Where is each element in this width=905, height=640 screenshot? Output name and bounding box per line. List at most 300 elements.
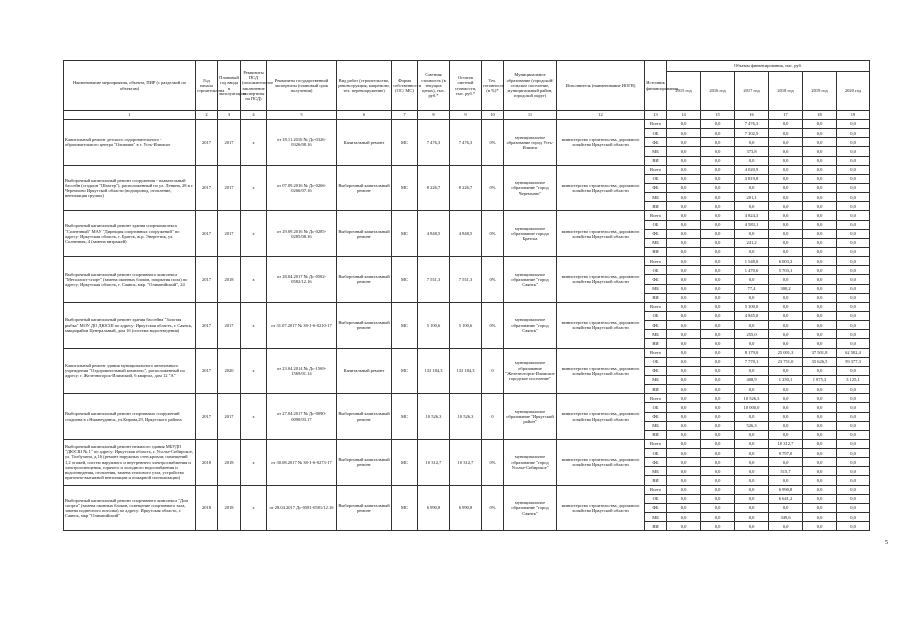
funding-value: 0,0 bbox=[667, 439, 701, 448]
psd-value: x bbox=[241, 348, 267, 394]
funding-value: 0,0 bbox=[667, 321, 701, 330]
funding-value: 0,0 bbox=[837, 257, 870, 266]
funding-value: 0,0 bbox=[701, 302, 735, 311]
psd-value: x bbox=[241, 120, 267, 166]
funding-source: ФБ bbox=[645, 458, 667, 467]
funding-value: 0,0 bbox=[735, 229, 769, 238]
funding-value: 0,0 bbox=[803, 522, 837, 531]
remaining-cost: 7 476,3 bbox=[450, 120, 482, 166]
funding-value: 0,0 bbox=[701, 403, 735, 412]
readiness: 0% bbox=[482, 439, 504, 485]
remaining-cost: 7 551,3 bbox=[450, 257, 482, 303]
funding-value: 0,0 bbox=[837, 129, 870, 138]
funding-value: 0,0 bbox=[735, 522, 769, 531]
funding-value: 0,0 bbox=[735, 439, 769, 448]
funding-value: 0,0 bbox=[701, 375, 735, 384]
psd-value: x bbox=[241, 439, 267, 485]
year-header: 2020 год bbox=[837, 72, 870, 111]
start-year: 2017 bbox=[196, 348, 218, 394]
funding-source: ОБ bbox=[645, 494, 667, 503]
funding-value: 0,0 bbox=[837, 238, 870, 247]
column-number: 17 bbox=[769, 111, 803, 120]
ownership-form: МС bbox=[392, 485, 418, 531]
funding-value: 0,0 bbox=[803, 485, 837, 494]
funding-value: 0,0 bbox=[735, 202, 769, 211]
funding-value: 3 125,1 bbox=[837, 375, 870, 384]
funding-value: 0,0 bbox=[769, 476, 803, 485]
funding-value: 0,0 bbox=[667, 275, 701, 284]
readiness: 0% bbox=[482, 485, 504, 531]
funding-value: 0,0 bbox=[735, 275, 769, 284]
expertise-details: от 29.09.2016 № Дс-0285-0285/08.16 bbox=[267, 211, 337, 257]
psd-value: x bbox=[241, 302, 267, 348]
municipality: муниципальное образование города Братска bbox=[504, 211, 557, 257]
funding-value: 0,0 bbox=[735, 183, 769, 192]
funding-value: 0,0 bbox=[701, 458, 735, 467]
funding-value: 0,0 bbox=[769, 458, 803, 467]
funding-value: 0,0 bbox=[701, 266, 735, 275]
funding-value: 0,0 bbox=[803, 220, 837, 229]
col-header-name: Наименование мероприятия, объекта, ПИР (с разделкой по объектам) bbox=[64, 61, 196, 111]
table-row bbox=[64, 165, 870, 174]
funding-value: 0,0 bbox=[803, 275, 837, 284]
funding-value: 0,0 bbox=[803, 293, 837, 302]
end-year: 2017 bbox=[218, 302, 241, 348]
funding-value: 0,0 bbox=[701, 394, 735, 403]
col-header-end-year: Плановый год ввода в эксплуатацию bbox=[218, 61, 241, 111]
readiness: 0% bbox=[482, 120, 504, 166]
funding-value: 4 020,9 bbox=[735, 165, 769, 174]
funding-value: 0,0 bbox=[837, 156, 870, 165]
funding-source: МБ bbox=[645, 513, 667, 522]
end-year: 2018 bbox=[218, 257, 241, 303]
funding-value: 0,0 bbox=[837, 147, 870, 156]
funding-value: 6 990,8 bbox=[769, 485, 803, 494]
funding-value: 0,0 bbox=[735, 449, 769, 458]
remaining-cost: 133 184,3 bbox=[450, 348, 482, 394]
funding-source: ФБ bbox=[645, 229, 667, 238]
funding-value: 0,0 bbox=[837, 120, 870, 129]
funding-value: 37 501,8 bbox=[803, 348, 837, 357]
funding-value: 0,0 bbox=[769, 183, 803, 192]
funding-value: 241,2 bbox=[735, 238, 769, 247]
psd-value: x bbox=[241, 394, 267, 440]
funding-source: ВИ bbox=[645, 247, 667, 256]
funding-value: 0,0 bbox=[837, 211, 870, 220]
funding-source: МБ bbox=[645, 375, 667, 384]
funding-value: 0,0 bbox=[803, 284, 837, 293]
year-header: 2018 год bbox=[769, 72, 803, 111]
column-number: 6 bbox=[337, 111, 392, 120]
funding-value: 0,0 bbox=[667, 476, 701, 485]
funding-value: 0,0 bbox=[701, 348, 735, 357]
municipality: муниципальное образование "город Саянск" bbox=[504, 485, 557, 531]
remaining-cost: 6 990,8 bbox=[450, 485, 482, 531]
funding-value: 0,0 bbox=[769, 412, 803, 421]
funding-value: 0,0 bbox=[769, 522, 803, 531]
funding-value: 0,0 bbox=[701, 476, 735, 485]
funding-value: 0,0 bbox=[701, 165, 735, 174]
funding-value: 0,0 bbox=[769, 174, 803, 183]
work-type: Выборочный капитальный ремонт bbox=[337, 165, 392, 211]
funding-value: 0,0 bbox=[701, 183, 735, 192]
funding-value: 0,0 bbox=[803, 311, 837, 320]
object-name: Выборочный капитальный ремонт спортивного комплекса "Металлист-спорт" (замена оконных блоков, покрытия пола) по адресу: Иркутская область, г. Саянск, мкр. "Олимпийский", 24 bbox=[64, 257, 196, 303]
funding-value: 0,0 bbox=[769, 311, 803, 320]
funding-value: 25 001,3 bbox=[769, 348, 803, 357]
funding-value: 0,0 bbox=[735, 138, 769, 147]
funding-value: 0,0 bbox=[803, 229, 837, 238]
funding-value: 0,0 bbox=[735, 366, 769, 375]
funding-value: 0,0 bbox=[769, 211, 803, 220]
funding-value: 0,0 bbox=[701, 202, 735, 211]
funding-value: 0,0 bbox=[803, 183, 837, 192]
funding-value: 0,0 bbox=[667, 120, 701, 129]
ownership-form: МС bbox=[392, 439, 418, 485]
ownership-form: МС bbox=[392, 165, 418, 211]
municipality: муниципальное образование "город Саянск" bbox=[504, 257, 557, 303]
start-year: 2017 bbox=[196, 211, 218, 257]
funding-value: 349,6 bbox=[769, 513, 803, 522]
funding-value: 0,0 bbox=[667, 412, 701, 421]
end-year: 2017 bbox=[218, 165, 241, 211]
start-year: 2017 bbox=[196, 394, 218, 440]
funding-value: 0,0 bbox=[769, 238, 803, 247]
funding-value: 0,0 bbox=[803, 385, 837, 394]
funding-value: 0,0 bbox=[837, 284, 870, 293]
funding-value: 0,0 bbox=[769, 229, 803, 238]
funding-value: 0,0 bbox=[667, 403, 701, 412]
funding-value: 0,0 bbox=[837, 485, 870, 494]
funding-value: 0,0 bbox=[701, 193, 735, 202]
funding-source: Всего bbox=[645, 211, 667, 220]
funding-value: 0,0 bbox=[701, 385, 735, 394]
executor: министерство строительства, дорожного хозяйства Иркутской области bbox=[557, 165, 645, 211]
remaining-cost: 10 312,7 bbox=[450, 439, 482, 485]
funding-value: 7 102,5 bbox=[735, 129, 769, 138]
funding-value: 0,0 bbox=[701, 439, 735, 448]
funding-value: 0,0 bbox=[667, 366, 701, 375]
year-header: 2016 год bbox=[701, 72, 735, 111]
funding-value: 0,0 bbox=[667, 513, 701, 522]
expertise-details: от 28.04.2017 № Дс-0582-0582/12.16 bbox=[267, 257, 337, 303]
column-number: 12 bbox=[557, 111, 645, 120]
estimated-cost: 133 184,3 bbox=[418, 348, 450, 394]
funding-value: 0,0 bbox=[667, 503, 701, 512]
col-header-executor: Исполнитель (наименование ИОГВ) bbox=[557, 61, 645, 111]
funding-value: 0,0 bbox=[667, 430, 701, 439]
ownership-form: МС bbox=[392, 257, 418, 303]
column-number: 15 bbox=[701, 111, 735, 120]
funding-value: 0,0 bbox=[837, 458, 870, 467]
end-year: 2020 bbox=[218, 348, 241, 394]
col-header-rest: Остаток сметной стоимости, тыс. руб.* bbox=[450, 61, 482, 111]
funding-value: 35 626,5 bbox=[803, 357, 837, 366]
municipality: муниципальное образование "город Усолье-Сибирское" bbox=[504, 439, 557, 485]
funding-source: ВИ bbox=[645, 430, 667, 439]
col-header-start-year: Год начала строительства bbox=[196, 61, 218, 111]
funding-value: 0,0 bbox=[769, 138, 803, 147]
table-row bbox=[64, 211, 870, 220]
funding-source: ФБ bbox=[645, 366, 667, 375]
readiness: 0% bbox=[482, 211, 504, 257]
funding-value: 0,0 bbox=[701, 449, 735, 458]
funding-value: 0,0 bbox=[803, 421, 837, 430]
funding-source: Всего bbox=[645, 439, 667, 448]
funding-value: 0,0 bbox=[837, 522, 870, 531]
funding-value: 0,0 bbox=[803, 147, 837, 156]
funding-value: 0,0 bbox=[803, 339, 837, 348]
funding-value: 7 476,3 bbox=[735, 120, 769, 129]
funding-source: Всего bbox=[645, 485, 667, 494]
municipality: муниципальное образование "город Черемхово" bbox=[504, 165, 557, 211]
funding-value: 373,8 bbox=[735, 147, 769, 156]
remaining-cost: 8 226,7 bbox=[450, 165, 482, 211]
col-header-work-type: Вид работ (строительство, реконструкция, капремонт, тех. перевооружение) bbox=[337, 61, 392, 111]
expertise-details: от 27.04.2017 № Дс-0090-0090/03.17 bbox=[267, 394, 337, 440]
funding-value: 0,0 bbox=[803, 494, 837, 503]
work-type: Выборочный капитальный ремонт bbox=[337, 302, 392, 348]
col-header-ownership: Форма собственности (ОС/ МС) bbox=[392, 61, 418, 111]
funding-value: 0,0 bbox=[837, 330, 870, 339]
funding-value: 0,0 bbox=[667, 174, 701, 183]
funding-source: ОБ bbox=[645, 129, 667, 138]
funding-value: 300,2 bbox=[769, 284, 803, 293]
end-year: 2017 bbox=[218, 211, 241, 257]
readiness: 0% bbox=[482, 302, 504, 348]
funding-source: ФБ bbox=[645, 183, 667, 192]
funding-value: 0,0 bbox=[701, 174, 735, 183]
funding-source: ОБ bbox=[645, 449, 667, 458]
object-name: Выборочный капитальный ремонт здания бассейна "Золотая рыбка" МОУ ДО ДЮСШ по адресу: Иркутская область, г. Саянск, микрорайон Центральный, дом 16 (система водоотведения) bbox=[64, 302, 196, 348]
work-type: Выборочный капитальный ремонт bbox=[337, 257, 392, 303]
funding-value: 5 703,1 bbox=[769, 266, 803, 275]
end-year: 2018 bbox=[218, 439, 241, 485]
column-number: 14 bbox=[667, 111, 701, 120]
year-header: 2017 год bbox=[735, 72, 769, 111]
funding-value: 0,0 bbox=[735, 494, 769, 503]
funding-value: 0,0 bbox=[701, 421, 735, 430]
table-row bbox=[64, 120, 870, 129]
funding-value: 0,0 bbox=[769, 503, 803, 512]
funding-value: 0,0 bbox=[701, 284, 735, 293]
executor: министерство строительства, дорожного хозяйства Иркутской области bbox=[557, 120, 645, 166]
funding-value: 0,0 bbox=[667, 522, 701, 531]
readiness: 0 bbox=[482, 348, 504, 394]
work-type: Выборочный капитальный ремонт bbox=[337, 394, 392, 440]
column-number: 2 bbox=[196, 111, 218, 120]
start-year: 2017 bbox=[196, 257, 218, 303]
funding-value: 0,0 bbox=[803, 366, 837, 375]
funding-value: 0,0 bbox=[667, 293, 701, 302]
estimated-cost: 7 551,3 bbox=[418, 257, 450, 303]
funding-value: 0,0 bbox=[701, 147, 735, 156]
funding-value: 0,0 bbox=[769, 147, 803, 156]
funding-value: 0,0 bbox=[837, 293, 870, 302]
funding-value: 0,0 bbox=[735, 430, 769, 439]
remaining-cost: 5 100,6 bbox=[450, 302, 482, 348]
funding-value: 0,0 bbox=[735, 485, 769, 494]
funding-value: 0,0 bbox=[735, 476, 769, 485]
estimated-cost: 6 990,8 bbox=[418, 485, 450, 531]
funding-value: 0,0 bbox=[735, 321, 769, 330]
funding-value: 0,0 bbox=[701, 339, 735, 348]
funding-source: ВИ bbox=[645, 522, 667, 531]
funding-value: 10 000,0 bbox=[735, 403, 769, 412]
funding-value: 0,0 bbox=[667, 129, 701, 138]
executor: министерство строительства, дорожного хозяйства Иркутской области bbox=[557, 302, 645, 348]
funding-source: Всего bbox=[645, 302, 667, 311]
funding-value: 0,0 bbox=[769, 275, 803, 284]
funding-value: 0,0 bbox=[667, 284, 701, 293]
readiness: 0 bbox=[482, 394, 504, 440]
column-number: 5 bbox=[267, 111, 337, 120]
funding-value: 1 875,3 bbox=[803, 375, 837, 384]
funding-value: 0,0 bbox=[803, 247, 837, 256]
funding-source: МБ bbox=[645, 193, 667, 202]
column-number: 13 bbox=[645, 111, 667, 120]
funding-value: 0,0 bbox=[837, 494, 870, 503]
funding-source: ВИ bbox=[645, 293, 667, 302]
executor: министерство строительства, дорожного хозяйства Иркутской области bbox=[557, 211, 645, 257]
funding-source: ОБ bbox=[645, 174, 667, 183]
page-number: 5 bbox=[885, 540, 888, 546]
psd-value: x bbox=[241, 485, 267, 531]
funding-value: 0,0 bbox=[837, 183, 870, 192]
funding-source: ОБ bbox=[645, 357, 667, 366]
funding-value: 0,0 bbox=[701, 156, 735, 165]
object-name: Капитальный ремонт детского оздоровительного - образовательного центра "Олимпик" в г. Усть-Илимске bbox=[64, 120, 196, 166]
funding-value: 0,0 bbox=[667, 449, 701, 458]
funding-value: 0,0 bbox=[667, 266, 701, 275]
executor: министерство строительства, дорожного хозяйства Иркутской области bbox=[557, 257, 645, 303]
funding-value: 0,0 bbox=[803, 458, 837, 467]
funding-value: 0,0 bbox=[837, 202, 870, 211]
table-row bbox=[64, 394, 870, 403]
table-row bbox=[64, 302, 870, 311]
work-type: Выборочный капитальный ремонт bbox=[337, 485, 392, 531]
table-row bbox=[64, 348, 870, 357]
funding-source: ВИ bbox=[645, 156, 667, 165]
funding-value: 0,0 bbox=[803, 202, 837, 211]
funding-value: 0,0 bbox=[803, 439, 837, 448]
funding-value: 0,0 bbox=[837, 165, 870, 174]
funding-value: 8 179,0 bbox=[735, 348, 769, 357]
funding-value: 0,0 bbox=[837, 339, 870, 348]
funding-value: 0,0 bbox=[803, 266, 837, 275]
funding-value: 0,0 bbox=[769, 421, 803, 430]
funding-value: 6 003,3 bbox=[769, 257, 803, 266]
col-header-financing: Объемы финансирования, тыс. руб. bbox=[667, 61, 870, 72]
ownership-form: МС bbox=[392, 394, 418, 440]
funding-value: 0,0 bbox=[667, 394, 701, 403]
funding-value: 0,0 bbox=[803, 513, 837, 522]
work-type: Капитальный ремонт bbox=[337, 120, 392, 166]
funding-value: 0,0 bbox=[701, 311, 735, 320]
funding-value: 0,0 bbox=[803, 257, 837, 266]
funding-source: Всего bbox=[645, 394, 667, 403]
funding-value: 0,0 bbox=[837, 467, 870, 476]
column-number: 4 bbox=[241, 111, 267, 120]
funding-value: 0,0 bbox=[667, 485, 701, 494]
funding-value: 0,0 bbox=[837, 174, 870, 183]
funding-value: 0,0 bbox=[667, 156, 701, 165]
col-header-source: Источник финансирования bbox=[645, 61, 667, 111]
col-header-expertise: Реквизиты государственной экспертизы (плановый срок получения) bbox=[267, 61, 337, 111]
funding-value: 23 751,0 bbox=[769, 357, 803, 366]
executor: министерство строительства, дорожного хозяйства Иркутской области bbox=[557, 348, 645, 394]
object-name: Выборочный капитальный ремонт спортивных сооружений стадиона в г.Нижнеудинск, ул.Кирова,29, Иркутского района bbox=[64, 394, 196, 440]
funding-value: 0,0 bbox=[701, 494, 735, 503]
funding-value: 0,0 bbox=[837, 412, 870, 421]
start-year: 2018 bbox=[196, 485, 218, 531]
year-header: 2015 год bbox=[667, 72, 701, 111]
funding-value: 0,0 bbox=[667, 421, 701, 430]
funding-value: 0,0 bbox=[667, 229, 701, 238]
funding-value: 1 548,0 bbox=[735, 257, 769, 266]
funding-value: 0,0 bbox=[701, 211, 735, 220]
psd-value: x bbox=[241, 257, 267, 303]
funding-value: 6 641,2 bbox=[769, 494, 803, 503]
executor: министерство строительства, дорожного хозяйства Иркутской области bbox=[557, 485, 645, 531]
funding-value: 408,9 bbox=[735, 375, 769, 384]
funding-value: 0,0 bbox=[803, 467, 837, 476]
expertise-details: от 30.08.2017 № 38-1-6-0273-17 bbox=[267, 439, 337, 485]
estimated-cost: 4 848,5 bbox=[418, 211, 450, 257]
funding-value: 3 819,8 bbox=[735, 174, 769, 183]
funding-source: ВИ bbox=[645, 385, 667, 394]
object-name: Выборочный капитальный ремонт здания спорткомплекса "Солнечный" МАУ "Дирекция спортивных сооружений" по адресу: Иркутская область, г. Братск, ж.р. Энергетик, ул. Солнечная, 4 (замена витражей) bbox=[64, 211, 196, 257]
funding-value: 0,0 bbox=[735, 503, 769, 512]
funding-value: 0,0 bbox=[667, 183, 701, 192]
table-row bbox=[64, 439, 870, 448]
funding-value: 0,0 bbox=[803, 403, 837, 412]
estimated-cost: 10 526,3 bbox=[418, 394, 450, 440]
funding-value: 0,0 bbox=[667, 202, 701, 211]
municipality: муниципальное образование "Железногорск-Илимское городское поселение" bbox=[504, 348, 557, 394]
ownership-form: МС bbox=[392, 348, 418, 394]
funding-value: 0,0 bbox=[769, 430, 803, 439]
funding-value: 0,0 bbox=[769, 247, 803, 256]
column-number: 8 bbox=[418, 111, 450, 120]
object-name: Выборочный капитальный ремонт сооружения - плавательный бассейн (стадион "Шахтер"), расположенный по ул. Ленина, 28 в г. Черемхово Иркутской области (водопровод, отопление, вентиляция группы) bbox=[64, 165, 196, 211]
funding-value: 0,0 bbox=[803, 193, 837, 202]
psd-value: x bbox=[241, 211, 267, 257]
remaining-cost: 4 848,5 bbox=[450, 211, 482, 257]
ownership-form: МС bbox=[392, 120, 418, 166]
funding-value: 0,0 bbox=[769, 403, 803, 412]
funding-value: 0,0 bbox=[837, 275, 870, 284]
funding-value: 0,0 bbox=[837, 138, 870, 147]
expertise-details: от 18.11.2016 № Дс-0326-0326/08.16 bbox=[267, 120, 337, 166]
funding-value: 0,0 bbox=[701, 275, 735, 284]
funding-value: 0,0 bbox=[837, 193, 870, 202]
funding-value: 0,0 bbox=[769, 220, 803, 229]
funding-value: 77,4 bbox=[735, 284, 769, 293]
funding-value: 0,0 bbox=[803, 138, 837, 147]
funding-value: 0,0 bbox=[735, 339, 769, 348]
funding-value: 0,0 bbox=[667, 257, 701, 266]
funding-value: 0,0 bbox=[837, 513, 870, 522]
column-number: 3 bbox=[218, 111, 241, 120]
column-number: 9 bbox=[450, 111, 482, 120]
funding-source: ОБ bbox=[645, 266, 667, 275]
funding-value: 0,0 bbox=[735, 412, 769, 421]
funding-value: 0,0 bbox=[769, 339, 803, 348]
funding-value: 0,0 bbox=[837, 220, 870, 229]
funding-value: 0,0 bbox=[803, 476, 837, 485]
funding-value: 0,0 bbox=[769, 202, 803, 211]
